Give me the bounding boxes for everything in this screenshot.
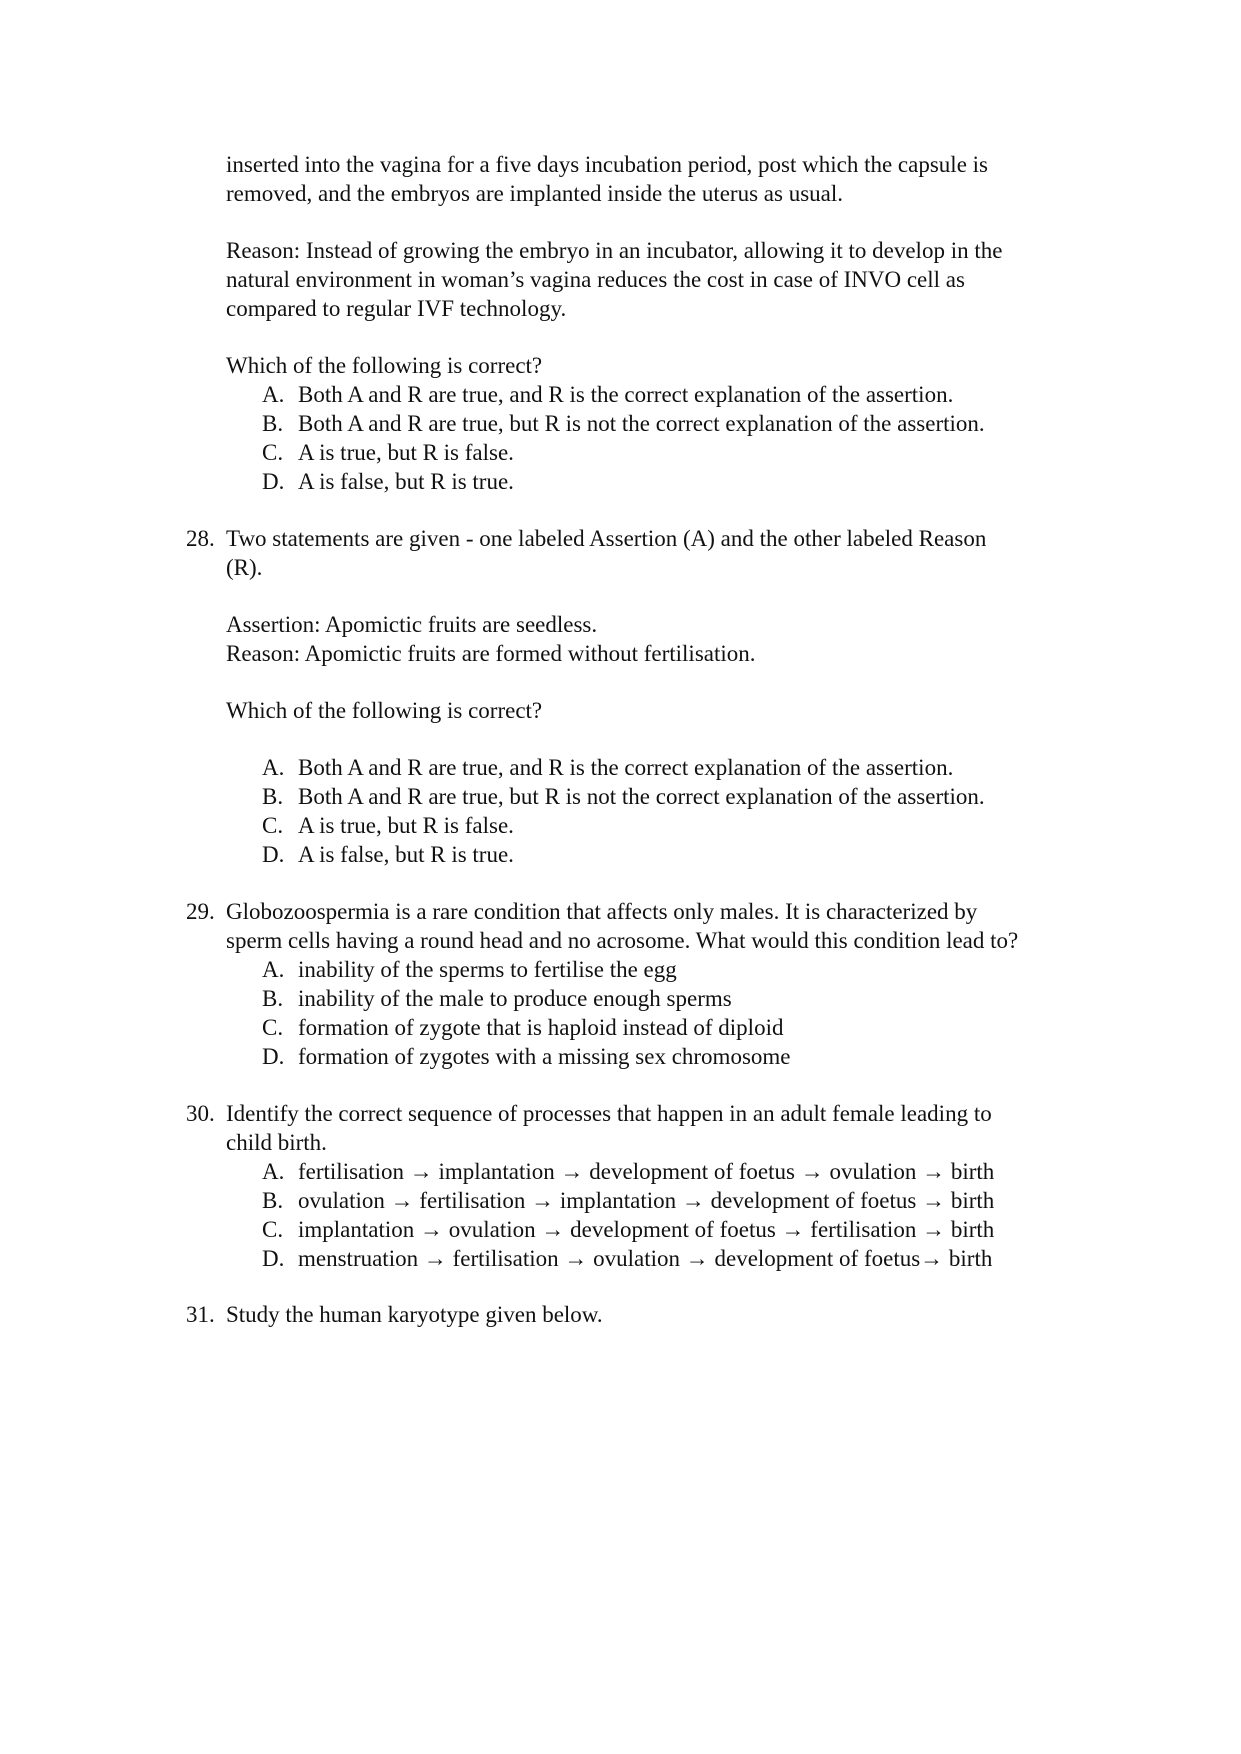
question-number: 31.	[186, 1302, 215, 1327]
text-line: (R).	[226, 555, 263, 580]
option-letter: C.	[262, 813, 284, 838]
question-body	[226, 1300, 1106, 1329]
question-29	[186, 897, 1106, 1071]
option-a	[262, 1157, 1106, 1186]
question-prompt: Which of the following is correct?	[226, 353, 543, 378]
option-c	[262, 438, 1106, 467]
text-line: sperm cells having a round head and no acrosome. What would this condition lead to?	[226, 928, 1019, 953]
question-30	[186, 1099, 1106, 1273]
option-text: A is false, but R is true.	[298, 469, 514, 494]
q27-question	[226, 351, 1106, 496]
option-text: Both A and R are true, but R is not the correct explanation of the assertion.	[298, 411, 985, 436]
text-line: Reason: Instead of growing the embryo in an incubator, allowing it to develop in the	[226, 238, 1003, 263]
option-letter: A.	[262, 755, 285, 780]
q30-options	[262, 1157, 1106, 1273]
option-c	[262, 811, 1106, 840]
option-text: A is true, but R is false.	[298, 813, 514, 838]
option-b	[262, 409, 1106, 438]
question-number: 30.	[186, 1101, 215, 1126]
question-body	[226, 524, 1106, 869]
option-letter: D.	[262, 469, 285, 494]
option-text: inability of the sperms to fertilise the egg	[298, 957, 677, 982]
option-letter: D.	[262, 1044, 285, 1069]
option-text: menstruation → fertilisation → ovulation → development of foetus→ birth	[298, 1246, 993, 1271]
option-text: formation of zygotes with a missing sex chromosome	[298, 1044, 791, 1069]
question-number: 28.	[186, 526, 215, 551]
q28-options	[262, 753, 1106, 869]
q27-options	[262, 380, 1106, 496]
option-text: A is false, but R is true.	[298, 842, 514, 867]
question-28	[186, 524, 1106, 869]
option-letter: A.	[262, 1159, 285, 1184]
text-line: Identify the correct sequence of processes that happen in an adult female leading to	[226, 1101, 992, 1126]
option-text: implantation → ovulation → development of foetus → fertilisation → birth	[298, 1217, 995, 1242]
option-text: A is true, but R is false.	[298, 440, 514, 465]
option-letter: B.	[262, 986, 284, 1011]
text-line: child birth.	[226, 1130, 327, 1155]
option-b	[262, 782, 1106, 811]
option-text: formation of zygote that is haploid instead of diploid	[298, 1015, 784, 1040]
option-c	[262, 1013, 1106, 1042]
option-letter: D.	[262, 842, 285, 867]
option-c	[262, 1215, 1106, 1244]
option-text: Both A and R are true, and R is the correct explanation of the assertion.	[298, 382, 954, 407]
option-letter: C.	[262, 440, 284, 465]
reason-text: Reason: Apomictic fruits are formed without fertilisation.	[226, 641, 756, 666]
option-d	[262, 467, 1106, 496]
q29-options	[262, 955, 1106, 1071]
text-line: compared to regular IVF technology.	[226, 296, 567, 321]
option-letter: C.	[262, 1015, 284, 1040]
question-number: 29.	[186, 899, 215, 924]
option-a	[262, 380, 1106, 409]
text-line: Globozoospermia is a rare condition that affects only males. It is characterized by	[226, 899, 978, 924]
option-b	[262, 1186, 1106, 1215]
option-letter: B.	[262, 411, 284, 436]
question-body	[226, 897, 1106, 1071]
text-line: removed, and the embryos are implanted inside the uterus as usual.	[226, 181, 843, 206]
option-letter: A.	[262, 957, 285, 982]
question-prompt: Which of the following is correct?	[226, 698, 543, 723]
option-letter: A.	[262, 382, 285, 407]
option-a	[262, 955, 1106, 984]
text-line: Study the human karyotype given below.	[226, 1302, 603, 1327]
option-text: ovulation → fertilisation → implantation → development of foetus → birth	[298, 1188, 995, 1213]
question-body	[226, 1099, 1106, 1273]
option-letter: B.	[262, 784, 284, 809]
assertion-continuation	[226, 150, 1106, 208]
option-b	[262, 984, 1106, 1013]
option-a	[262, 753, 1106, 782]
question-31	[186, 1300, 1106, 1329]
option-text: fertilisation → implantation → development of foetus → ovulation → birth	[298, 1159, 995, 1184]
option-letter: C.	[262, 1217, 284, 1242]
option-letter: D.	[262, 1246, 285, 1271]
option-text: Both A and R are true, but R is not the correct explanation of the assertion.	[298, 784, 985, 809]
option-text: inability of the male to produce enough sperms	[298, 986, 732, 1011]
assertion-text: Assertion: Apomictic fruits are seedless.	[226, 612, 598, 637]
option-d	[262, 1244, 1106, 1273]
text-line: inserted into the vagina for a five days incubation period, post which the capsule is	[226, 152, 988, 177]
option-d	[262, 840, 1106, 869]
option-text: Both A and R are true, and R is the correct explanation of the assertion.	[298, 755, 954, 780]
option-d	[262, 1042, 1106, 1071]
text-line: Two statements are given - one labeled Assertion (A) and the other labeled Reason	[226, 526, 987, 551]
option-letter: B.	[262, 1188, 284, 1213]
text-line: natural environment in woman’s vagina reduces the cost in case of INVO cell as	[226, 267, 965, 292]
q27-reason	[226, 236, 1106, 323]
